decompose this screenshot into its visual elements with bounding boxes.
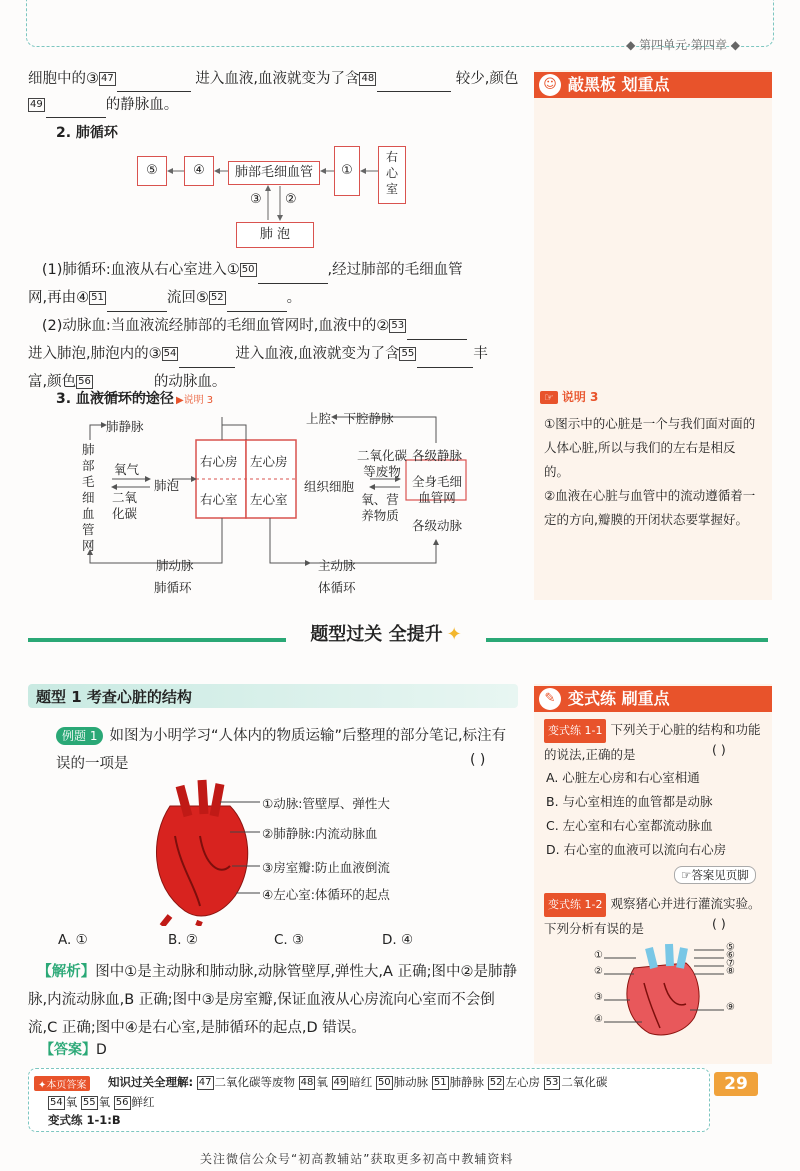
q1-option-a[interactable]: A. 心脏左心房和右心室相通 bbox=[546, 770, 700, 785]
rv-label: 右心室 bbox=[385, 150, 398, 196]
note-heading bbox=[540, 388, 598, 405]
megaphone-icon: ☺ bbox=[539, 74, 561, 96]
page-number: 29 bbox=[714, 1072, 758, 1096]
blank-number: 52 bbox=[210, 292, 224, 303]
note-2: ②血液在心脏与血管中的流动遵循着一定的方向,瓣膜的开闭状态要掌握好。 bbox=[544, 488, 756, 527]
answer-link-text: 答案见页脚 bbox=[691, 868, 749, 882]
ans-text: 暗红 bbox=[349, 1075, 373, 1089]
label-right-ventricle: 右心室 bbox=[200, 492, 238, 507]
box-1: ① bbox=[334, 146, 360, 196]
q2-label-8: ⑧ bbox=[726, 966, 735, 977]
ans-text: 氧 bbox=[316, 1075, 328, 1089]
label-oxygen: 氧气 bbox=[114, 462, 140, 477]
ans-49 bbox=[332, 1075, 373, 1089]
sidebar-title-text: 敲黑板 划重点 bbox=[568, 75, 670, 94]
label-right-atrium: 右心房 bbox=[200, 454, 238, 469]
footer-badge bbox=[34, 1076, 90, 1091]
ans-48 bbox=[299, 1075, 328, 1089]
label-2: ② bbox=[285, 192, 297, 207]
blank-line bbox=[407, 321, 467, 340]
note-1: ①图示中的心脏是一个与我们面对面的人体心脏,所以与我们的左右是相反的。 bbox=[544, 416, 756, 479]
label-vena-cava: 上腔、下腔静脉 bbox=[306, 411, 394, 426]
ans-text: 二氧化碳等废物 bbox=[214, 1075, 295, 1089]
q2-label-7: ⑦ bbox=[726, 958, 735, 969]
example-paren: ( ) bbox=[470, 752, 486, 768]
q2-label-4: ④ bbox=[594, 1014, 603, 1025]
pencil-icon: ✎ bbox=[539, 688, 561, 710]
q2-label-5: ⑤ bbox=[726, 942, 735, 953]
q2-badge: 变式练 1-2 bbox=[544, 893, 606, 917]
footer-badge-text: 本页答案 bbox=[46, 1080, 87, 1091]
label-left-ventricle: 左心室 bbox=[250, 492, 288, 507]
label-pulm-circulation: 肺循环 bbox=[154, 580, 192, 595]
ans-num: 47 bbox=[198, 1076, 212, 1088]
banner-title-box bbox=[286, 620, 486, 650]
option-b[interactable]: B. ② bbox=[168, 932, 198, 948]
example-question bbox=[56, 722, 520, 778]
box-alveoli: 肺 泡 bbox=[236, 222, 314, 248]
type1-header bbox=[28, 684, 518, 708]
blank-number: 47 bbox=[101, 73, 114, 84]
example-text: 如图为小明学习“人体内的物质运输”后整理的部分笔记,标注有误的一项是 bbox=[56, 728, 507, 772]
section-2-title: 2. 肺循环 bbox=[56, 125, 118, 141]
q1-paren: ( ) bbox=[712, 742, 726, 757]
label-o2-nutrients: 氧、营养物质 bbox=[361, 492, 399, 523]
text-fragment: 进入血液,血液就变为了含 bbox=[195, 71, 360, 87]
blank-line bbox=[258, 265, 328, 284]
ans-56 bbox=[114, 1095, 155, 1109]
note-title: 说明 3 bbox=[561, 390, 599, 404]
pointer-icon: ☞ bbox=[681, 868, 692, 882]
q2-paren: ( ) bbox=[712, 916, 726, 931]
label-pulm-artery: 肺动脉 bbox=[156, 558, 194, 573]
heart-callout-1: ①动脉:管壁厚、弹性大 bbox=[262, 796, 390, 811]
label-body-capillary: 全身毛细血管网 bbox=[411, 474, 462, 505]
text-fragment: 网,再由④ bbox=[28, 290, 90, 306]
text-fragment: (2)动脉血:当血液流经肺部的毛细血管网时,血液中的② bbox=[41, 318, 390, 334]
pulmonary-paragraph bbox=[28, 256, 528, 396]
q2-label-1: ① bbox=[594, 950, 603, 961]
ans-num: 56 bbox=[115, 1096, 129, 1108]
blank-number: 54 bbox=[163, 348, 177, 359]
option-a[interactable]: A. ① bbox=[58, 932, 88, 948]
q1-option-b[interactable]: B. 与心室相连的血管都是动脉 bbox=[546, 794, 713, 809]
blank-number: 48 bbox=[361, 73, 375, 84]
banner-title: 题型过关 全提升 bbox=[310, 624, 443, 645]
blank-number: 50 bbox=[241, 264, 255, 275]
ans-num: 50 bbox=[377, 1076, 391, 1088]
heart-callout-3: ③房室瓣:防止血液倒流 bbox=[262, 860, 390, 875]
type1-title: 题型 1 考查心脏的结构 bbox=[36, 688, 192, 706]
answer bbox=[40, 1039, 107, 1059]
ans-51 bbox=[432, 1075, 484, 1089]
pulm-arrows bbox=[0, 0, 520, 260]
sidebar-variant bbox=[534, 684, 772, 1064]
bottom-note: 关注微信公众号“初高教辅站”获取更多初高中教辅资料 bbox=[200, 1152, 514, 1166]
text-fragment: 富,颜色 bbox=[28, 374, 77, 390]
q1-text: 下列关于心脏的结构和功能的说法,正确的是 bbox=[544, 722, 761, 762]
analysis-label: 【解析】 bbox=[37, 964, 96, 980]
ans-num: 53 bbox=[545, 1076, 559, 1088]
ans-text: 鲜红 bbox=[131, 1095, 155, 1109]
ans-54 bbox=[48, 1095, 77, 1109]
ans-text: 肺静脉 bbox=[449, 1075, 485, 1089]
text-fragment: 进入血液,血液就变为了含 bbox=[235, 346, 400, 362]
footer-answer-list bbox=[108, 1074, 704, 1091]
label-tissue-cells: 组织细胞 bbox=[304, 479, 355, 494]
section-3-title-text: 3. 血液循环的途径 bbox=[56, 391, 174, 407]
ans-text: 二氧化碳 bbox=[561, 1075, 608, 1089]
label-3: ③ bbox=[250, 192, 262, 207]
heart-leader-lines bbox=[200, 790, 270, 910]
sidebar-title bbox=[534, 72, 772, 98]
blank-line bbox=[107, 293, 167, 312]
text-fragment: 。 bbox=[286, 290, 302, 306]
q2-label-2: ② bbox=[594, 966, 603, 977]
text-fragment: 流回⑤ bbox=[166, 290, 209, 306]
example-badge: 例题 1 bbox=[56, 727, 103, 745]
q1-badge: 变式练 1-1 bbox=[544, 719, 606, 743]
ans-text: 氧 bbox=[98, 1095, 111, 1109]
label-left-atrium: 左心房 bbox=[250, 454, 288, 469]
box-5: ⑤ bbox=[137, 156, 167, 186]
label-sys-circulation: 体循环 bbox=[318, 580, 356, 595]
ans-num: 48 bbox=[300, 1076, 314, 1088]
trophy-icon: ✦ bbox=[446, 624, 462, 645]
label-co2-waste: 二氧化碳等废物 bbox=[356, 448, 407, 479]
blank-line bbox=[227, 293, 287, 312]
blank-number: 51 bbox=[91, 292, 104, 303]
text-fragment: 较少,颜色 bbox=[455, 71, 519, 87]
answer-footnote-link[interactable] bbox=[674, 866, 756, 884]
sidebar2-title bbox=[534, 686, 772, 712]
answer-value: D bbox=[96, 1042, 107, 1058]
variant-q1 bbox=[544, 718, 762, 767]
ans-text: 氧 bbox=[65, 1095, 78, 1109]
ans-55 bbox=[81, 1095, 110, 1109]
text-fragment: 的静脉血。 bbox=[105, 97, 179, 113]
note-link[interactable]: ▶说明 3 bbox=[175, 395, 214, 406]
variant-q2 bbox=[544, 892, 762, 941]
label-arteries: 各级动脉 bbox=[412, 518, 463, 533]
blank-number: 53 bbox=[391, 320, 405, 331]
ans-num: 52 bbox=[489, 1076, 503, 1088]
analysis bbox=[28, 958, 520, 1042]
ans-52 bbox=[488, 1075, 540, 1089]
box-4: ④ bbox=[184, 156, 214, 186]
label-co2: 二氧化碳 bbox=[112, 490, 138, 521]
label-alveoli: 肺泡 bbox=[154, 478, 180, 493]
ans-text: 左心房 bbox=[505, 1075, 540, 1089]
q2-label-9: ⑨ bbox=[726, 1002, 735, 1013]
text-fragment: 丰 bbox=[473, 346, 488, 362]
blank-number: 49 bbox=[30, 99, 43, 110]
chapter-label: 第四单元·第四章 bbox=[639, 38, 727, 52]
sidebar-key-points bbox=[534, 70, 772, 600]
heart-callout-2: ②肺静脉:内流动脉血 bbox=[262, 826, 378, 841]
ans-num: 51 bbox=[433, 1076, 447, 1088]
footer-variant-answer: 变式练 1-1:B bbox=[48, 1113, 121, 1127]
text-fragment: 的动脉血。 bbox=[153, 374, 227, 390]
q2-text: 观察猪心并进行灌流实验。下列分析有误的是 bbox=[544, 896, 761, 936]
bulb-icon: ✦ bbox=[38, 1080, 47, 1091]
ans-num: 55 bbox=[82, 1096, 96, 1108]
q1-option-d[interactable]: D. 右心室的血液可以流向右心房 bbox=[546, 842, 727, 857]
ans-50 bbox=[376, 1075, 428, 1089]
blank-line bbox=[417, 349, 473, 368]
blank-number: 56 bbox=[78, 376, 91, 387]
label-lung-capillary: 肺部毛细血管网 bbox=[82, 442, 95, 553]
box-capillary: 肺部毛细血管 bbox=[228, 161, 320, 185]
ans-53 bbox=[544, 1075, 608, 1089]
q1-option-c[interactable]: C. 左心室和右心室都流动脉血 bbox=[546, 818, 713, 833]
label-pulm-vein: 肺静脉 bbox=[106, 419, 144, 434]
option-d[interactable]: D. ④ bbox=[382, 932, 414, 948]
q2-label-6: ⑥ bbox=[726, 950, 735, 961]
ans-num: 54 bbox=[50, 1096, 63, 1108]
ans-47 bbox=[197, 1075, 295, 1089]
label-aorta: 主动脉 bbox=[318, 558, 356, 573]
blank-number: 55 bbox=[401, 348, 415, 359]
q2-label-3: ③ bbox=[594, 992, 603, 1003]
heart-callout-4: ④左心室:体循环的起点 bbox=[262, 887, 390, 902]
analysis-text: 图中①是主动脉和肺动脉,动脉管壁厚,弹性大,A 正确;图中②是肺静脉,内流动脉血,B 正确;图中③是房室瓣,保证血液从心房流向心室而不会倒流,C 正确;图中④是右心室,是肺循环的起点,D 错误。 bbox=[28, 964, 517, 1036]
footer-answer-list-2 bbox=[48, 1094, 155, 1111]
label-veins: 各级静脉 bbox=[412, 448, 463, 463]
text-fragment: (1)肺循环:血液从右心室进入① bbox=[41, 262, 240, 278]
answer-label: 【答案】 bbox=[40, 1042, 96, 1058]
blank-line bbox=[179, 349, 235, 368]
text-fragment: 细胞中的③ bbox=[28, 71, 99, 87]
sidebar2-title-text: 变式练 刷重点 bbox=[568, 689, 670, 708]
note-icon: ☞ bbox=[540, 391, 558, 404]
option-c[interactable]: C. ③ bbox=[274, 932, 305, 948]
ans-num: 49 bbox=[333, 1076, 347, 1088]
chapter-header: ◆ 第四单元·第四章 ◆ bbox=[626, 38, 740, 52]
text-fragment: ,经过肺部的毛细血管 bbox=[327, 262, 463, 278]
text-fragment: 进入肺泡,肺泡内的③ bbox=[28, 346, 162, 362]
ans-text: 肺动脉 bbox=[393, 1075, 429, 1089]
footer-lead: 知识过关全理解: bbox=[108, 1075, 194, 1089]
